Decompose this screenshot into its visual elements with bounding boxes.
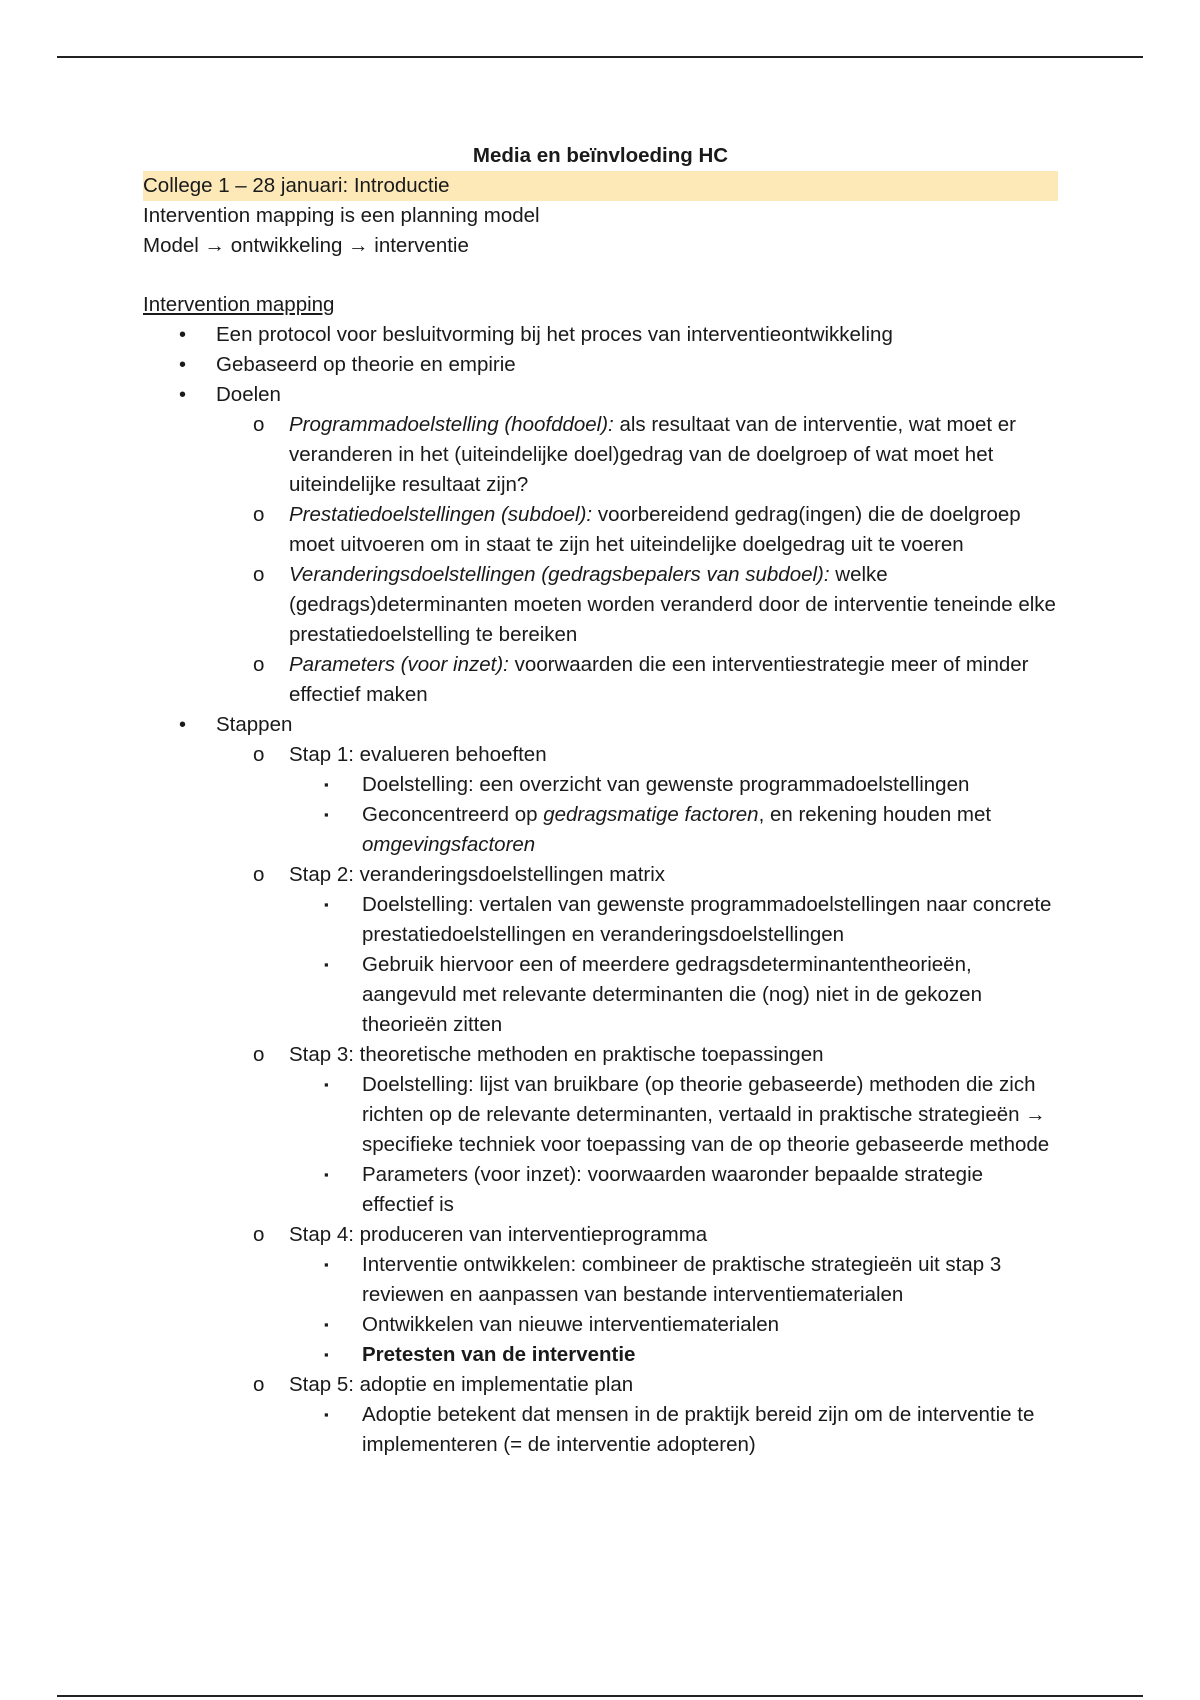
sub-item: ▪ Parameters (voor inzet): voorwaarden waaronder bepaalde strategie effectief is bbox=[143, 1160, 1058, 1220]
stap-item: o Stap 4: produceren van interventieprogramma bbox=[143, 1220, 1058, 1250]
doel-item: o Programmadoelstelling (hoofddoel): als resultaat van de interventie, wat moet er veranderen in het (uiteindelijke doel)gedrag van de doelgroep of wat moet het uiteindelijke resultaat zijn? bbox=[143, 410, 1058, 500]
section-heading: Intervention mapping bbox=[143, 293, 335, 316]
square-marker: ▪ bbox=[324, 807, 329, 822]
circle-marker: o bbox=[253, 653, 265, 676]
sub-item: ▪ Gebruik hiervoor een of meerdere gedragsdeterminantentheorieën, aangevuld met relevante determinanten die (nog) niet in de gekozen theorieën zitten bbox=[143, 950, 1058, 1040]
bullet-marker: • bbox=[179, 714, 187, 736]
list-item: • Een protocol voor besluitvorming bij het proces van interventieontwikkeling bbox=[143, 320, 1058, 350]
bottom-rule bbox=[57, 1695, 1143, 1697]
bullet-marker: • bbox=[179, 384, 187, 406]
circle-marker: o bbox=[253, 1373, 265, 1396]
bullet-marker: • bbox=[179, 354, 187, 376]
bullet-marker: • bbox=[179, 324, 187, 346]
circle-marker: o bbox=[253, 863, 265, 886]
square-marker: ▪ bbox=[324, 1317, 329, 1332]
doel-item: o Parameters (voor inzet): voorwaarden die een interventiestrategie meer of minder effectief maken bbox=[143, 650, 1058, 710]
list-item: • Doelen bbox=[143, 380, 1058, 410]
sub-item: ▪ Pretesten van de interventie bbox=[143, 1340, 1058, 1370]
intro-line: Intervention mapping is een planning model bbox=[143, 204, 540, 227]
sub-item: ▪ Doelstelling: een overzicht van gewenste programmadoelstellingen bbox=[143, 770, 1058, 800]
circle-marker: o bbox=[253, 413, 265, 436]
circle-marker: o bbox=[253, 743, 265, 766]
circle-marker: o bbox=[253, 1223, 265, 1246]
model-line: Model → ontwikkeling → interventie bbox=[143, 234, 469, 257]
stap-item: o Stap 1: evalueren behoeften bbox=[143, 740, 1058, 770]
square-marker: ▪ bbox=[324, 1167, 329, 1182]
doel-item: o Prestatiedoelstellingen (subdoel): voorbereidend gedrag(ingen) die de doelgroep moet uitvoeren om in staat te zijn het uiteindelijke doelgedrag uit te voeren bbox=[143, 500, 1058, 560]
list-item: • Gebaseerd op theorie en empirie bbox=[143, 350, 1058, 380]
college-header: College 1 – 28 januari: Introductie bbox=[143, 171, 1058, 201]
stap-item: o Stap 2: veranderingsdoelstellingen matrix bbox=[143, 860, 1058, 890]
circle-marker: o bbox=[253, 563, 265, 586]
sub-item: ▪ Doelstelling: lijst van bruikbare (op theorie gebaseerde) methoden die zich richten op de relevante determinanten, vertaald in praktische strategieën → specifieke techniek voor toepassing van de op theorie gebaseerde methode bbox=[143, 1070, 1058, 1160]
doel-item: o Veranderingsdoelstellingen (gedragsbepalers van subdoel): welke (gedrags)determinanten moeten worden veranderd door de interventie teneinde elke prestatiedoelstelling te bereiken bbox=[143, 560, 1058, 650]
stap-item: o Stap 3: theoretische methoden en praktische toepassingen bbox=[143, 1040, 1058, 1070]
stap-item: o Stap 5: adoptie en implementatie plan bbox=[143, 1370, 1058, 1400]
square-marker: ▪ bbox=[324, 897, 329, 912]
square-marker: ▪ bbox=[324, 777, 329, 792]
sub-item: ▪ Interventie ontwikkelen: combineer de praktische strategieën uit stap 3 reviewen en aanpassen van bestande interventiematerialen bbox=[143, 1250, 1058, 1310]
sub-item: ▪ Doelstelling: vertalen van gewenste programmadoelstellingen naar concrete prestatiedoelstellingen en veranderingsdoelstellingen bbox=[143, 890, 1058, 950]
spacer bbox=[143, 261, 1058, 290]
circle-marker: o bbox=[253, 503, 265, 526]
square-marker: ▪ bbox=[324, 957, 329, 972]
sub-item: ▪ Adoptie betekent dat mensen in de praktijk bereid zijn om de interventie te implementeren (= de interventie adopteren) bbox=[143, 1400, 1058, 1460]
list-item: • Stappen bbox=[143, 710, 1058, 740]
top-rule bbox=[57, 56, 1143, 58]
circle-marker: o bbox=[253, 1043, 265, 1066]
square-marker: ▪ bbox=[324, 1347, 329, 1362]
square-marker: ▪ bbox=[324, 1407, 329, 1422]
page-title: Media en beïnvloeding HC bbox=[472, 144, 729, 167]
square-marker: ▪ bbox=[324, 1257, 329, 1272]
document-page bbox=[143, 141, 1058, 1460]
sub-item: ▪ Geconcentreerd op gedragsmatige factoren, en rekening houden met omgevingsfactoren bbox=[143, 800, 1058, 860]
sub-item: ▪ Ontwikkelen van nieuwe interventiematerialen bbox=[143, 1310, 1058, 1340]
square-marker: ▪ bbox=[324, 1077, 329, 1092]
